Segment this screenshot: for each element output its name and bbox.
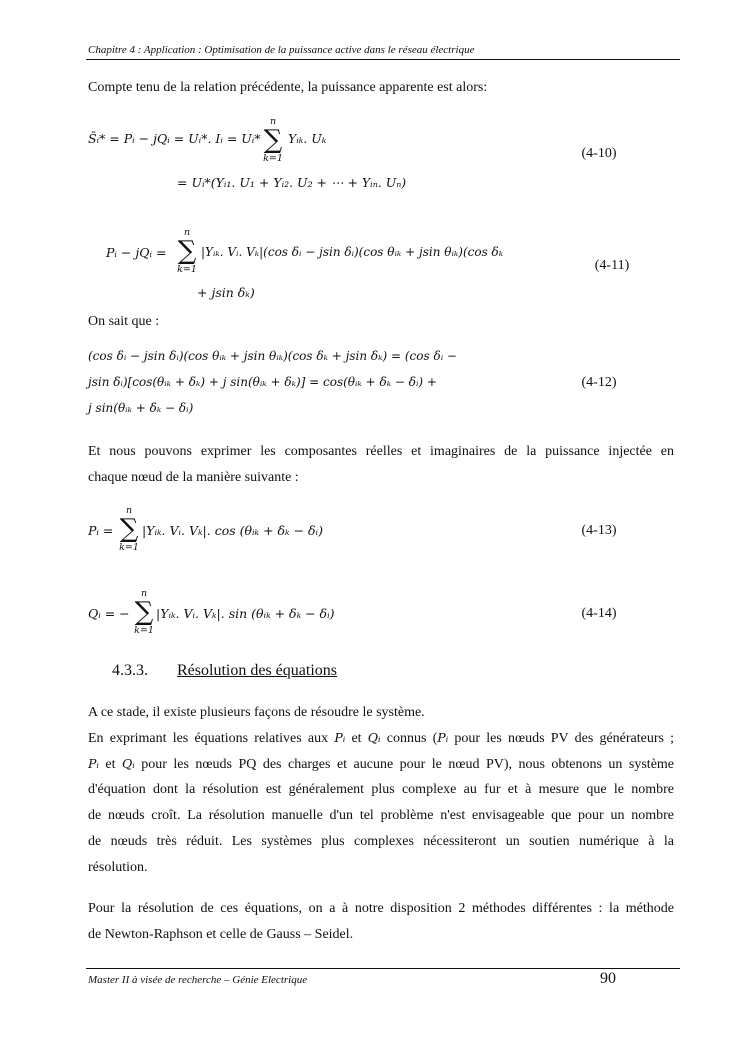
eq-4-14-rhs: |Yᵢₖ. Vᵢ. Vₖ|. sin (θᵢₖ + δₖ − δᵢ) — [156, 606, 335, 621]
para-exprimant-line6: résolution. — [88, 860, 148, 875]
eq-4-12-line3: j sin(θᵢₖ + δₖ − δᵢ) — [88, 401, 194, 415]
para-exprimant-line2: Pᵢ et Qᵢ pour les nœuds PQ des charges et aucune pour le nœud PV), nous obtenons un système — [88, 756, 675, 772]
footer-rule — [86, 968, 680, 969]
eq-4-11-lhs: Pᵢ − jQᵢ = — [106, 245, 167, 260]
sigma-symbol: ∑ — [177, 236, 197, 266]
eq-4-10-line1 — [88, 131, 261, 146]
sigma-symbol: ∑ — [134, 597, 154, 627]
sigma-symbol: ∑ — [119, 514, 139, 544]
sum-upper-limit: n — [183, 227, 191, 238]
para-exprimant-line3: d'équation dont la résolution est généralement plus complexe au fur et à mesure que le nombre — [88, 782, 674, 797]
para-et-nous-line1: Et nous pouvons exprimer les composantes réelles et imaginaires de la puissance injectée en — [88, 444, 674, 459]
para-pour-line2: de Newton-Raphson et celle de Gauss – Seidel. — [88, 927, 354, 942]
eq-4-12-line1: (cos δᵢ − jsin δᵢ)(cos θᵢₖ + jsin θᵢₖ)(cos δₖ + jsin δₖ) = (cos δᵢ − — [88, 349, 457, 363]
eq-number-4-11: (4-11) — [594, 258, 630, 273]
sum-upper-limit: n — [140, 588, 148, 599]
eq-4-10-line2: = Uᵢ*(Yᵢ₁. U₁ + Yᵢ₂. U₂ + ⋯ + Yᵢₙ. Uₙ) — [177, 175, 407, 190]
footer-text: Master II à visée de recherche – Génie Electrique — [88, 974, 308, 986]
eq-4-11-line2: + jsin δₖ) — [197, 285, 255, 300]
para-exprimant-line4: de nœuds croît. La résolution manuelle d'un tel problème n'est envisageable que pour un nombre — [88, 808, 674, 823]
eq-4-13-lhs: Pᵢ = — [88, 523, 114, 538]
eq-number-4-10: (4-10) — [581, 146, 617, 161]
eq-4-10-tail: Yᵢₖ. Uₖ — [288, 131, 327, 146]
header-rule — [86, 59, 680, 60]
sum-lower-limit: k=1 — [263, 153, 283, 164]
eq-4-11-rhs: |Yᵢₖ. Vᵢ. Vₖ|(cos δᵢ − jsin δᵢ)(cos θᵢₖ + jsin θᵢₖ)(cos δₖ — [201, 245, 504, 259]
sum-lower-limit: k=1 — [177, 264, 197, 275]
sum-lower-limit: k=1 — [134, 625, 154, 636]
page-number: 90 — [600, 970, 616, 987]
sigma-symbol: ∑ — [263, 125, 283, 155]
eq-number-4-13: (4-13) — [581, 523, 617, 538]
eq-4-13-sum — [118, 505, 140, 553]
eq-4-12-line2: jsin δᵢ)[cos(θᵢₖ + δₖ) + j sin(θᵢₖ + δₖ)] = cos(θᵢₖ + δₖ − δᵢ) + — [88, 375, 437, 389]
para-pour-line1: Pour la résolution de ces équations, on a à notre disposition 2 méthodes différentes : la méthode — [88, 901, 674, 916]
running-header: Chapitre 4 : Application : Optimisation de la puissance active dans le réseau électrique — [88, 44, 475, 56]
on-sait-que: On sait que : — [88, 314, 160, 329]
intro-paragraph: Compte tenu de la relation précédente, la puissance apparente est alors: — [88, 80, 488, 95]
para-exprimant-line5: de nœuds très réduit. Les systèmes plus complexes nécessiteront un soutien numérique à la — [88, 834, 674, 849]
para-stade: A ce stade, il existe plusieurs façons de résoudre le système. — [88, 705, 425, 720]
para-exprimant-line1: En exprimant les équations relatives aux Pᵢ et Qᵢ connus (Pᵢ pour les nœuds PV des générateurs ; — [88, 730, 675, 746]
section-title: Résolution des équations — [177, 662, 337, 679]
sum-upper-limit: n — [269, 116, 277, 127]
eq-number-4-12: (4-12) — [581, 375, 617, 390]
para-et-nous-line2: chaque nœud de la manière suivante : — [88, 470, 299, 485]
sum-lower-limit: k=1 — [119, 542, 139, 553]
sum-upper-limit: n — [125, 505, 133, 516]
eq-number-4-14: (4-14) — [581, 606, 617, 621]
eq-4-11-sum — [176, 227, 198, 275]
eq-4-10-sum — [262, 116, 284, 164]
eq-4-10-lhs: S̄ᵢ* = Pᵢ − jQᵢ = Uᵢ*. Iᵢ = Uᵢ* — [88, 131, 261, 146]
eq-4-13-rhs: |Yᵢₖ. Vᵢ. Vₖ|. cos (θᵢₖ + δₖ − δᵢ) — [142, 523, 323, 538]
eq-4-14-sum — [133, 588, 155, 636]
eq-4-14-lhs: Qᵢ = − — [88, 606, 130, 621]
section-number: 4.3.3. — [112, 662, 148, 679]
